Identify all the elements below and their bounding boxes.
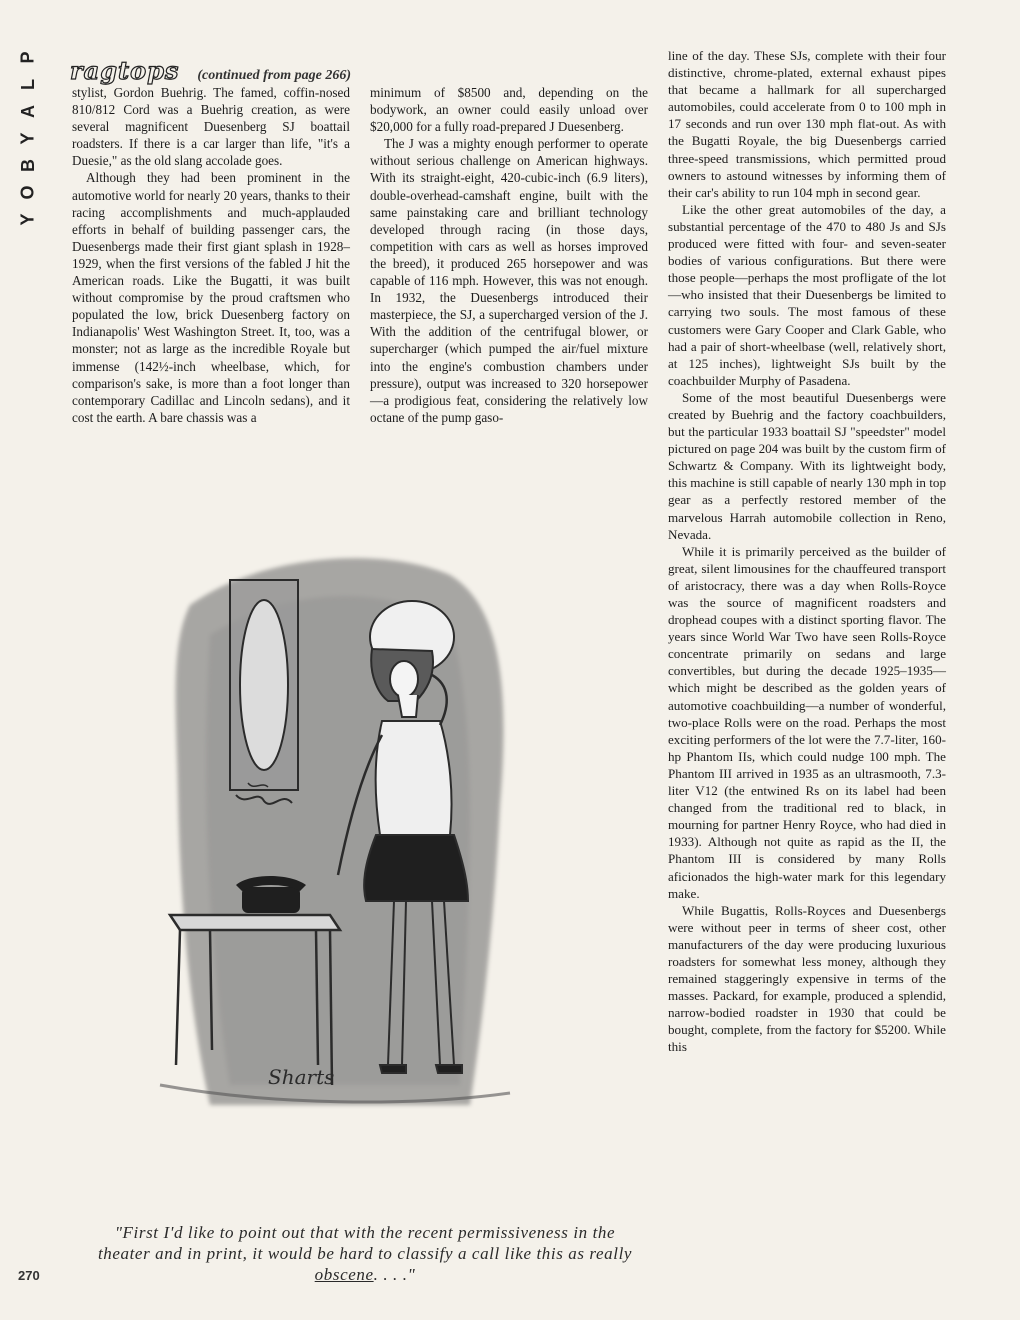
vertical-letter: P — [17, 51, 38, 64]
paragraph: line of the day. These SJs, complete with their four distinctive, chrome-plated, external exhaust pipes that became a hallmark for all supercharged automobiles, could accelerate from 0 to 100 mph in 17 seconds and run over 130 mph flat-out. As with the Bugatti Royale, the big Duesenbergs carried three-speed transmissions, which permitted proud owners to astound witnesses by informing them of their car's ability to run 104 mph in second gear. — [668, 48, 946, 200]
vertical-letter: O — [17, 185, 38, 200]
cartoon-caption — [95, 1222, 635, 1285]
magazine-vertical-title — [14, 44, 42, 233]
caption-ending: . . . ." — [373, 1265, 416, 1284]
continued-note: (continued from page 266) — [197, 68, 351, 83]
vertical-letter: Y — [17, 213, 38, 226]
article-column-3 — [668, 47, 946, 1056]
paragraph: The J was a mighty enough performer to operate without serious challenge on American highways. With its straight-eight, 420-cubic-inch (6.9 liters), double-overhead-camshaft engine, built with the same painstaking care and brilliant technology developed through racing (in those days, competition with cars as well as horses improved the breed), it produced 265 horsepower and was capable of 116 mph. However, this was not enough. In 1932, the Duesenbergs introduced their masterpiece, the SJ, a supercharged version of the J. With the addition of the centrifugal blower, or supercharger (which pumped the air/fuel mixture into the engine's combustion chambers under pressure), output was increased to 320 horsepower—a prodigious feat, considering the relatively low octane of the pump gaso- — [370, 136, 648, 425]
paragraph: Although they had been prominent in the automotive world for nearly 20 years, thanks to their racing accomplishments and much-applauded efforts in behalf of building passenger cars, the Duesenbergs made their first giant splash in 1928–1929, when the first versions of the fabled J hit the American roads. Like the Bugatti, it was built without compromise by the proud craftsmen who populated the low, brick Duesenberg factory on Indianapolis' West Washington Street. It, too, was a monster; not as large as the incredible Royale but immense (142½-inch wheelbase, which, for comparison's sake, is more than a foot longer than contemporary Cadillac and Lincoln sedans), and it cost the earth. A bare chassis was a — [72, 170, 350, 425]
caption-underlined-word: obscene — [314, 1265, 374, 1284]
caption-text: "First I'd like to point out that with the recent permissiveness in the theater and in print, it would be hard to classify a call like this as really — [97, 1223, 633, 1263]
mirror — [230, 580, 298, 804]
vertical-letter: Y — [17, 132, 38, 145]
paragraph: Some of the most beautiful Duesenbergs were created by Buehrig and the factory coachbuilders, but the particular 1933 boattail SJ "speedster" model pictured on page 204 was built by the custom firm of Schwartz & Company. With its lightweight body, this machine is still capable of nearly 130 mph in top gear as a perfectly restored member of the marvelous Harrah automobile collection in Reno, Nevada. — [668, 389, 946, 542]
article-column-2 — [370, 84, 648, 426]
cartoonist-signature: Sharts — [268, 1065, 335, 1089]
vertical-letter: A — [17, 105, 38, 118]
telephone — [236, 876, 306, 913]
section-header — [70, 56, 351, 85]
paragraph: While it is primarily perceived as the builder of great, silent limousines for the chauffeured transport of aristocracy, there was a day when Rolls-Royce was the source of magnificent roadsters and drophead coupes with a distinct sporting flavor. The years since World War Two have seen Rolls-Royce concentrate primarily on sedans and large convertibles, but during the decade 1925–1935—which might be described as the golden years of automotive coachbuilding—a number of wonderful, two-place Rolls were on the road. Perhaps the most exciting performers of the lot were the 7.7-liter, 160-hp Phantom IIs, which could nudge 100 mph. The Phantom III arrived in 1935 as an ultrasmooth, 7.3-liter V12 (the entwined Rs on its label had been changed from the traditional red to black, in mourning for partner Henry Royce, who had died in 1933). Although not quite as rapid as the II, the Phantom III is considered by many Rolls aficionados the high-water mark for this legendary make. — [668, 543, 946, 901]
vertical-letter: B — [17, 159, 38, 172]
article-column-1 — [72, 84, 350, 426]
paragraph: stylist, Gordon Buehrig. The famed, coffin-nosed 810/812 Cord was a Buehrig creation, as were several magnificent Duesenberg SJ boattail roadsters. If there is a car larger than life, "it's a Duesie," as the old slang accolade goes. — [72, 85, 350, 169]
page-number: 270 — [18, 1268, 40, 1283]
paragraph: Like the other great automobiles of the day, a substantial percentage of the 470 to 480 Js and SJs produced were fitted with four- and seven-seater bodies of various configurations. But there were those people—perhaps the most profligate of the lot—who insisted that their Duesenbergs be limited to carrying two souls. The most famous of these customers were Gary Cooper and Clark Gable, who had a pair of short-wheelbase (well, relatively short, at 125 inches), lightweight SJs built by the coachbuilder Murphy of Pasadena. — [668, 201, 946, 388]
paragraph: minimum of $8500 and, depending on the bodywork, an owner could easily unload over $20,000 for a fully road-prepared J Duesenberg. — [370, 85, 648, 135]
cartoon-illustration — [150, 545, 550, 1185]
vertical-letter: L — [17, 79, 38, 90]
paragraph: While Bugattis, Rolls-Royces and Duesenbergs were without peer in terms of sheer cost, other manufacturers of the day were producing luxurious roadsters for somewhat less money, although they remained staggeringly expensive in terms of the masses. Packard, for example, produced a splendid, narrow-bodied roadster in 1930 that could be bought, complete, from the factory for $5200. While this — [668, 902, 946, 1055]
cartoon-drawing — [150, 545, 550, 1185]
section-logo: ragtops — [70, 56, 180, 85]
